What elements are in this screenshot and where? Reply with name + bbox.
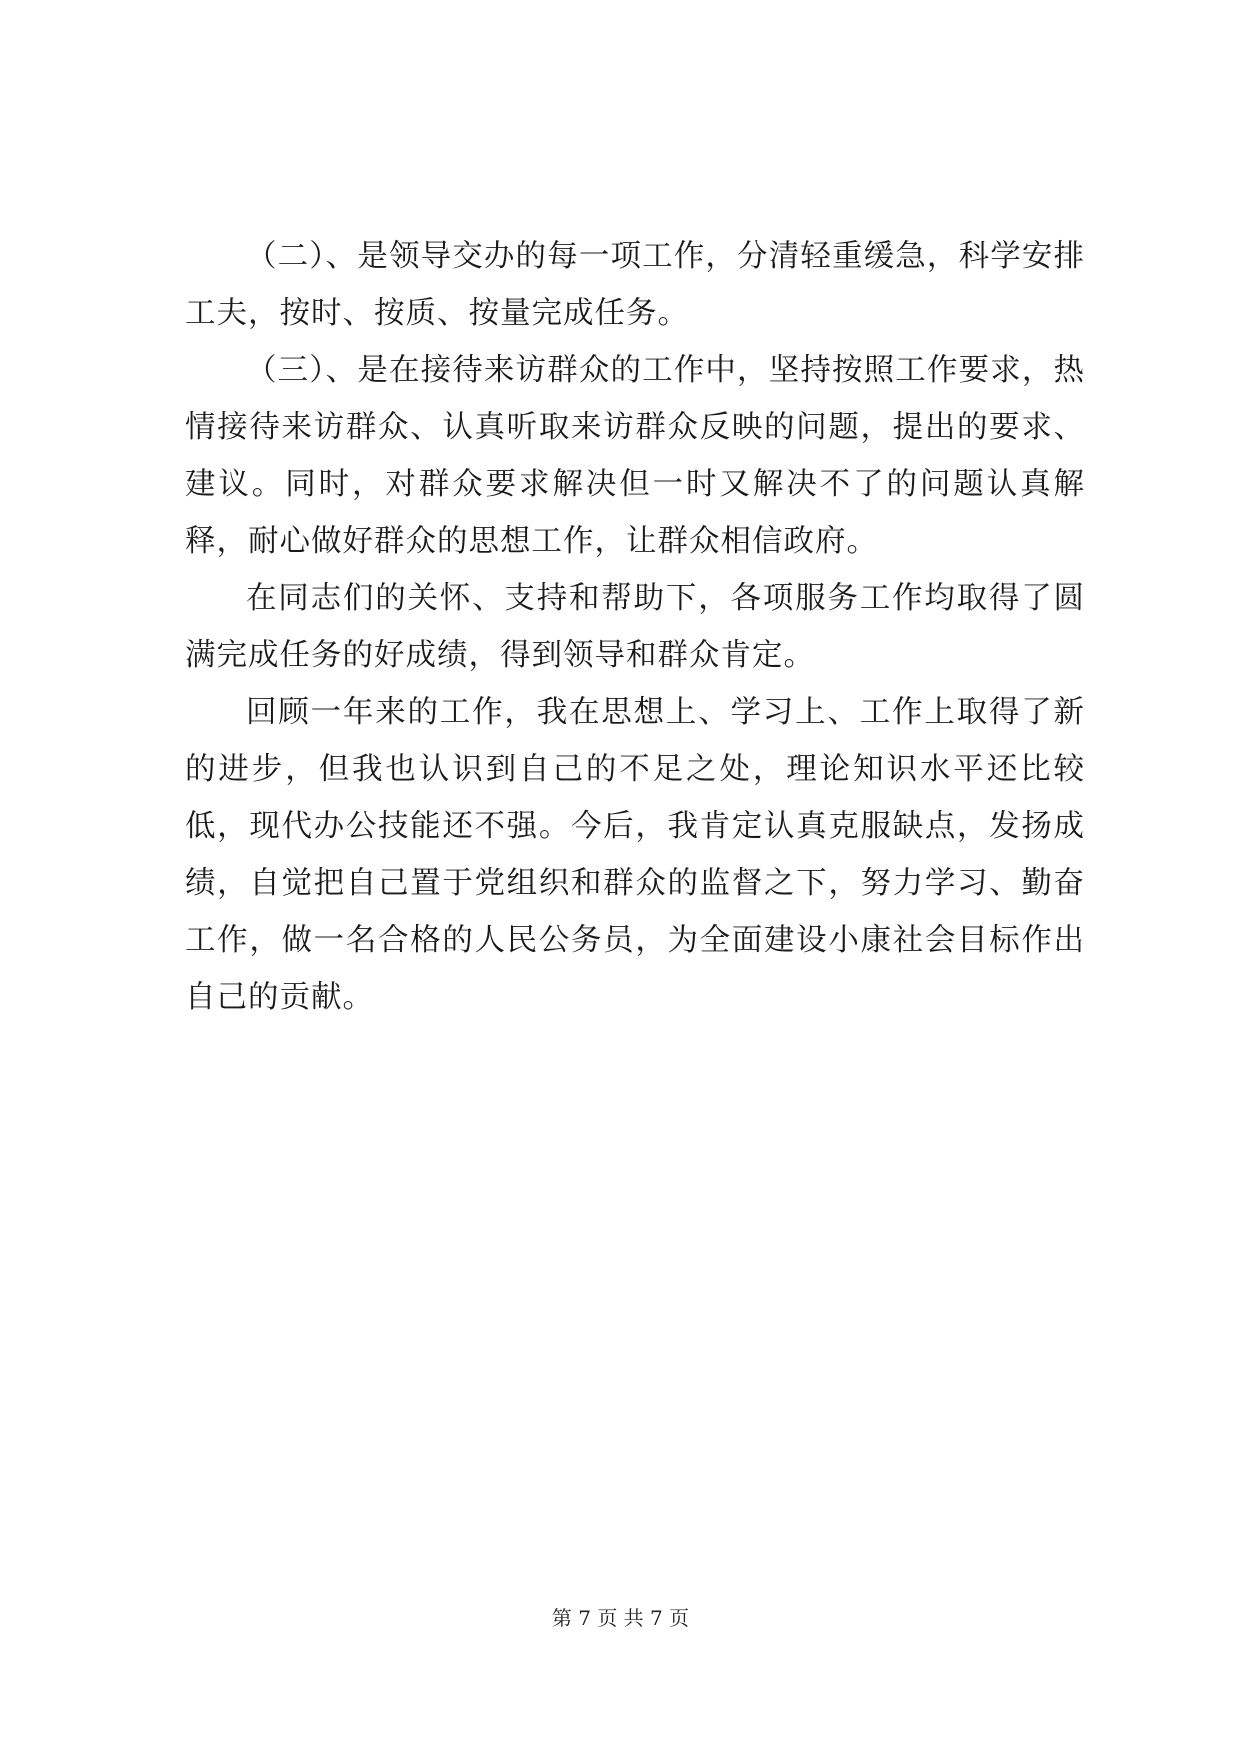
paragraph-item-two: （二）、是领导交办的每一项工作，分清轻重缓急，科学安排工夫，按时、按质、按量完成任务。 (185, 239, 1085, 331)
paragraph-item-three: （三）、是在接待来访群众的工作中，坚持按照工作要求，热情接待来访群众、认真听取来访群众反映的问题，提出的要求、建议。同时，对群众要求解决但一时又解决不了的问题认真解释，耐心做好群众的思想工作，让群众相信政府。 (185, 353, 1085, 559)
document-body (185, 228, 1085, 1026)
paragraph-achievements: 在同志们的关怀、支持和帮助下，各项服务工作均取得了圆满完成任务的好成绩，得到领导和群众肯定。 (185, 581, 1085, 673)
page-number-footer: 第 7 页 共 7 页 (551, 1606, 690, 1630)
paragraph-review: 回顾一年来的工作，我在思想上、学习上、工作上取得了新的进步，但我也认识到自己的不足之处，理论知识水平还比较低，现代办公技能还不强。今后，我肯定认真克服缺点，发扬成绩，自觉把自己置于党组织和群众的监督之下，努力学习、勤奋工作，做一名合格的人民公务员，为全面建设小康社会目标作出自己的贡献。 (185, 695, 1085, 1015)
